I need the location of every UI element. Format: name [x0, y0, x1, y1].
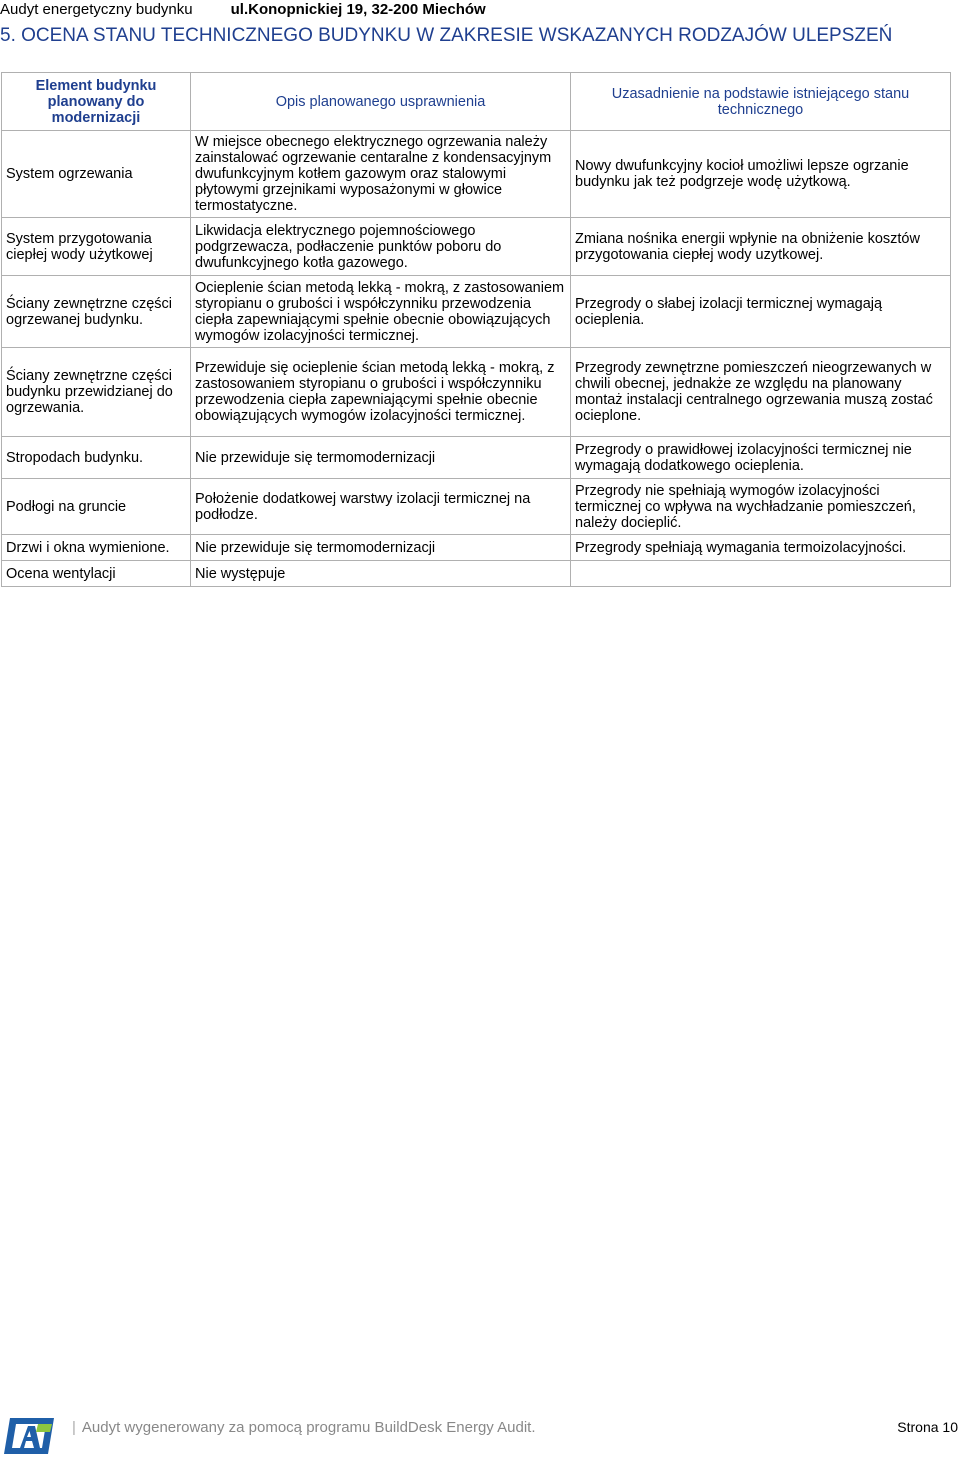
cell-opis: Ocieplenie ścian metodą lekką - mokrą, z zastosowaniem styropianu o grubości i współczynniku przewodzenia ciepła zapewniającymi spełnie obecnie obowiązujących wymogów izolacyjności termicznej. — [191, 276, 571, 348]
cell-uzasadnienie: Przegrody o słabej izolacji termicznej wymagają ocieplenia. — [571, 276, 951, 348]
cell-opis: Nie występuje — [191, 561, 571, 587]
cell-element: Ściany zewnętrzne części budynku przewidzianej do ogrzewania. — [2, 348, 191, 437]
table-row — [2, 131, 951, 218]
cell-element: Ocena wentylacji — [2, 561, 191, 587]
cell-uzasadnienie: Przegrody spełniają wymagania termoizolacyjności. — [571, 535, 951, 561]
cell-uzasadnienie: Przegrody nie spełniają wymogów izolacyjności termicznej co wpływa na wychładzanie pomieszczeń, należy docieplić. — [571, 479, 951, 535]
section-title: 5. OCENA STANU TECHNICZNEGO BUDYNKU W ZAKRESIE WSKAZANYCH RODZAJÓW ULEPSZEŃ — [0, 25, 893, 46]
cell-element: Drzwi i okna wymienione. — [2, 535, 191, 561]
cell-element: System przygotowania ciepłej wody użytkowej — [2, 218, 191, 276]
cell-uzasadnienie: Przegrody o prawidłowej izolacyjności termicznej nie wymagają dodatkowego ocieplenia. — [571, 437, 951, 479]
footer-generated-label: Audyt wygenerowany za pomocą programu BuildDesk Energy Audit. — [81, 1419, 536, 1436]
table-header-row — [2, 73, 951, 131]
cell-opis: Przewiduje się ocieplenie ścian metodą lekką - mokrą, z zastosowaniem styropianu o grubości i współczynniku przewodzenia ciepła zapewniającymi spełnie obecnie obowiązujących wymogów izolacyjności termicznej. — [191, 348, 571, 437]
header-uzasadnienie: Uzasadnienie na podstawie istniejącego stanu technicznego — [571, 73, 951, 131]
cell-opis: Likwidacja elektrycznego pojemnościowego podgrzewacza, podłaczenie punktów poboru do dwufunkcyjnego kotła gazowego. — [191, 218, 571, 276]
cell-uzasadnienie — [571, 561, 951, 587]
cell-opis: W miejsce obecnego elektrycznego ogrzewania należy zainstalować ogrzewanie centaralne z kondensacyjnym dwufunkcyjnym kotłem gazowym oraz stalowymi płytowymi grzejnikami wyposażonymi w głowice termostatyczne. — [191, 131, 571, 218]
header-element: Element budynku planowany do modernizacji — [2, 73, 191, 131]
modernization-table — [1, 72, 951, 587]
page-header — [0, 0, 486, 19]
table-row — [2, 276, 951, 348]
document-title: Audyt energetyczny budynku — [0, 1, 193, 18]
table-row — [2, 561, 951, 587]
page-number: Strona 10 — [897, 1419, 958, 1435]
cell-uzasadnienie: Zmiana nośnika energii wpłynie na obniżenie kosztów przygotowania ciepłej wody uzytkowej. — [571, 218, 951, 276]
table-row — [2, 535, 951, 561]
table-row — [2, 348, 951, 437]
cell-element: Ściany zewnętrzne części ogrzewanej budynku. — [2, 276, 191, 348]
cell-opis: Położenie dodatkowej warstwy izolacji termicznej na podłodze. — [191, 479, 571, 535]
cell-uzasadnienie: Nowy dwufunkcyjny kocioł umożliwi lepsze ogrzanie budynku jak też podgrzeje wodę użytkową. — [571, 131, 951, 218]
cell-element: Stropodach budynku. — [2, 437, 191, 479]
table-row — [2, 479, 951, 535]
table-row — [2, 218, 951, 276]
builddesk-logo-icon — [2, 1414, 56, 1458]
cell-opis: Nie przewiduje się termomodernizacji — [191, 437, 571, 479]
cell-element: System ogrzewania — [2, 131, 191, 218]
table-row — [2, 437, 951, 479]
page-footer — [0, 1412, 960, 1462]
footer-generated-text: | Audyt wygenerowany za pomocą programu BuildDesk Energy Audit. — [72, 1419, 536, 1436]
cell-uzasadnienie: Przegrody zewnętrzne pomieszczeń nieogrzewanych w chwili obecnej, jednakże ze względu na planowany montaż instalacji centralnego ogrzewania muszą zostać ocieplone. — [571, 348, 951, 437]
cell-opis: Nie przewiduje się termomodernizacji — [191, 535, 571, 561]
building-address: ul.Konopnickiej 19, 32-200 Miechów — [230, 1, 486, 18]
cell-element: Podłogi na gruncie — [2, 479, 191, 535]
header-opis: Opis planowanego usprawnienia — [191, 73, 571, 131]
